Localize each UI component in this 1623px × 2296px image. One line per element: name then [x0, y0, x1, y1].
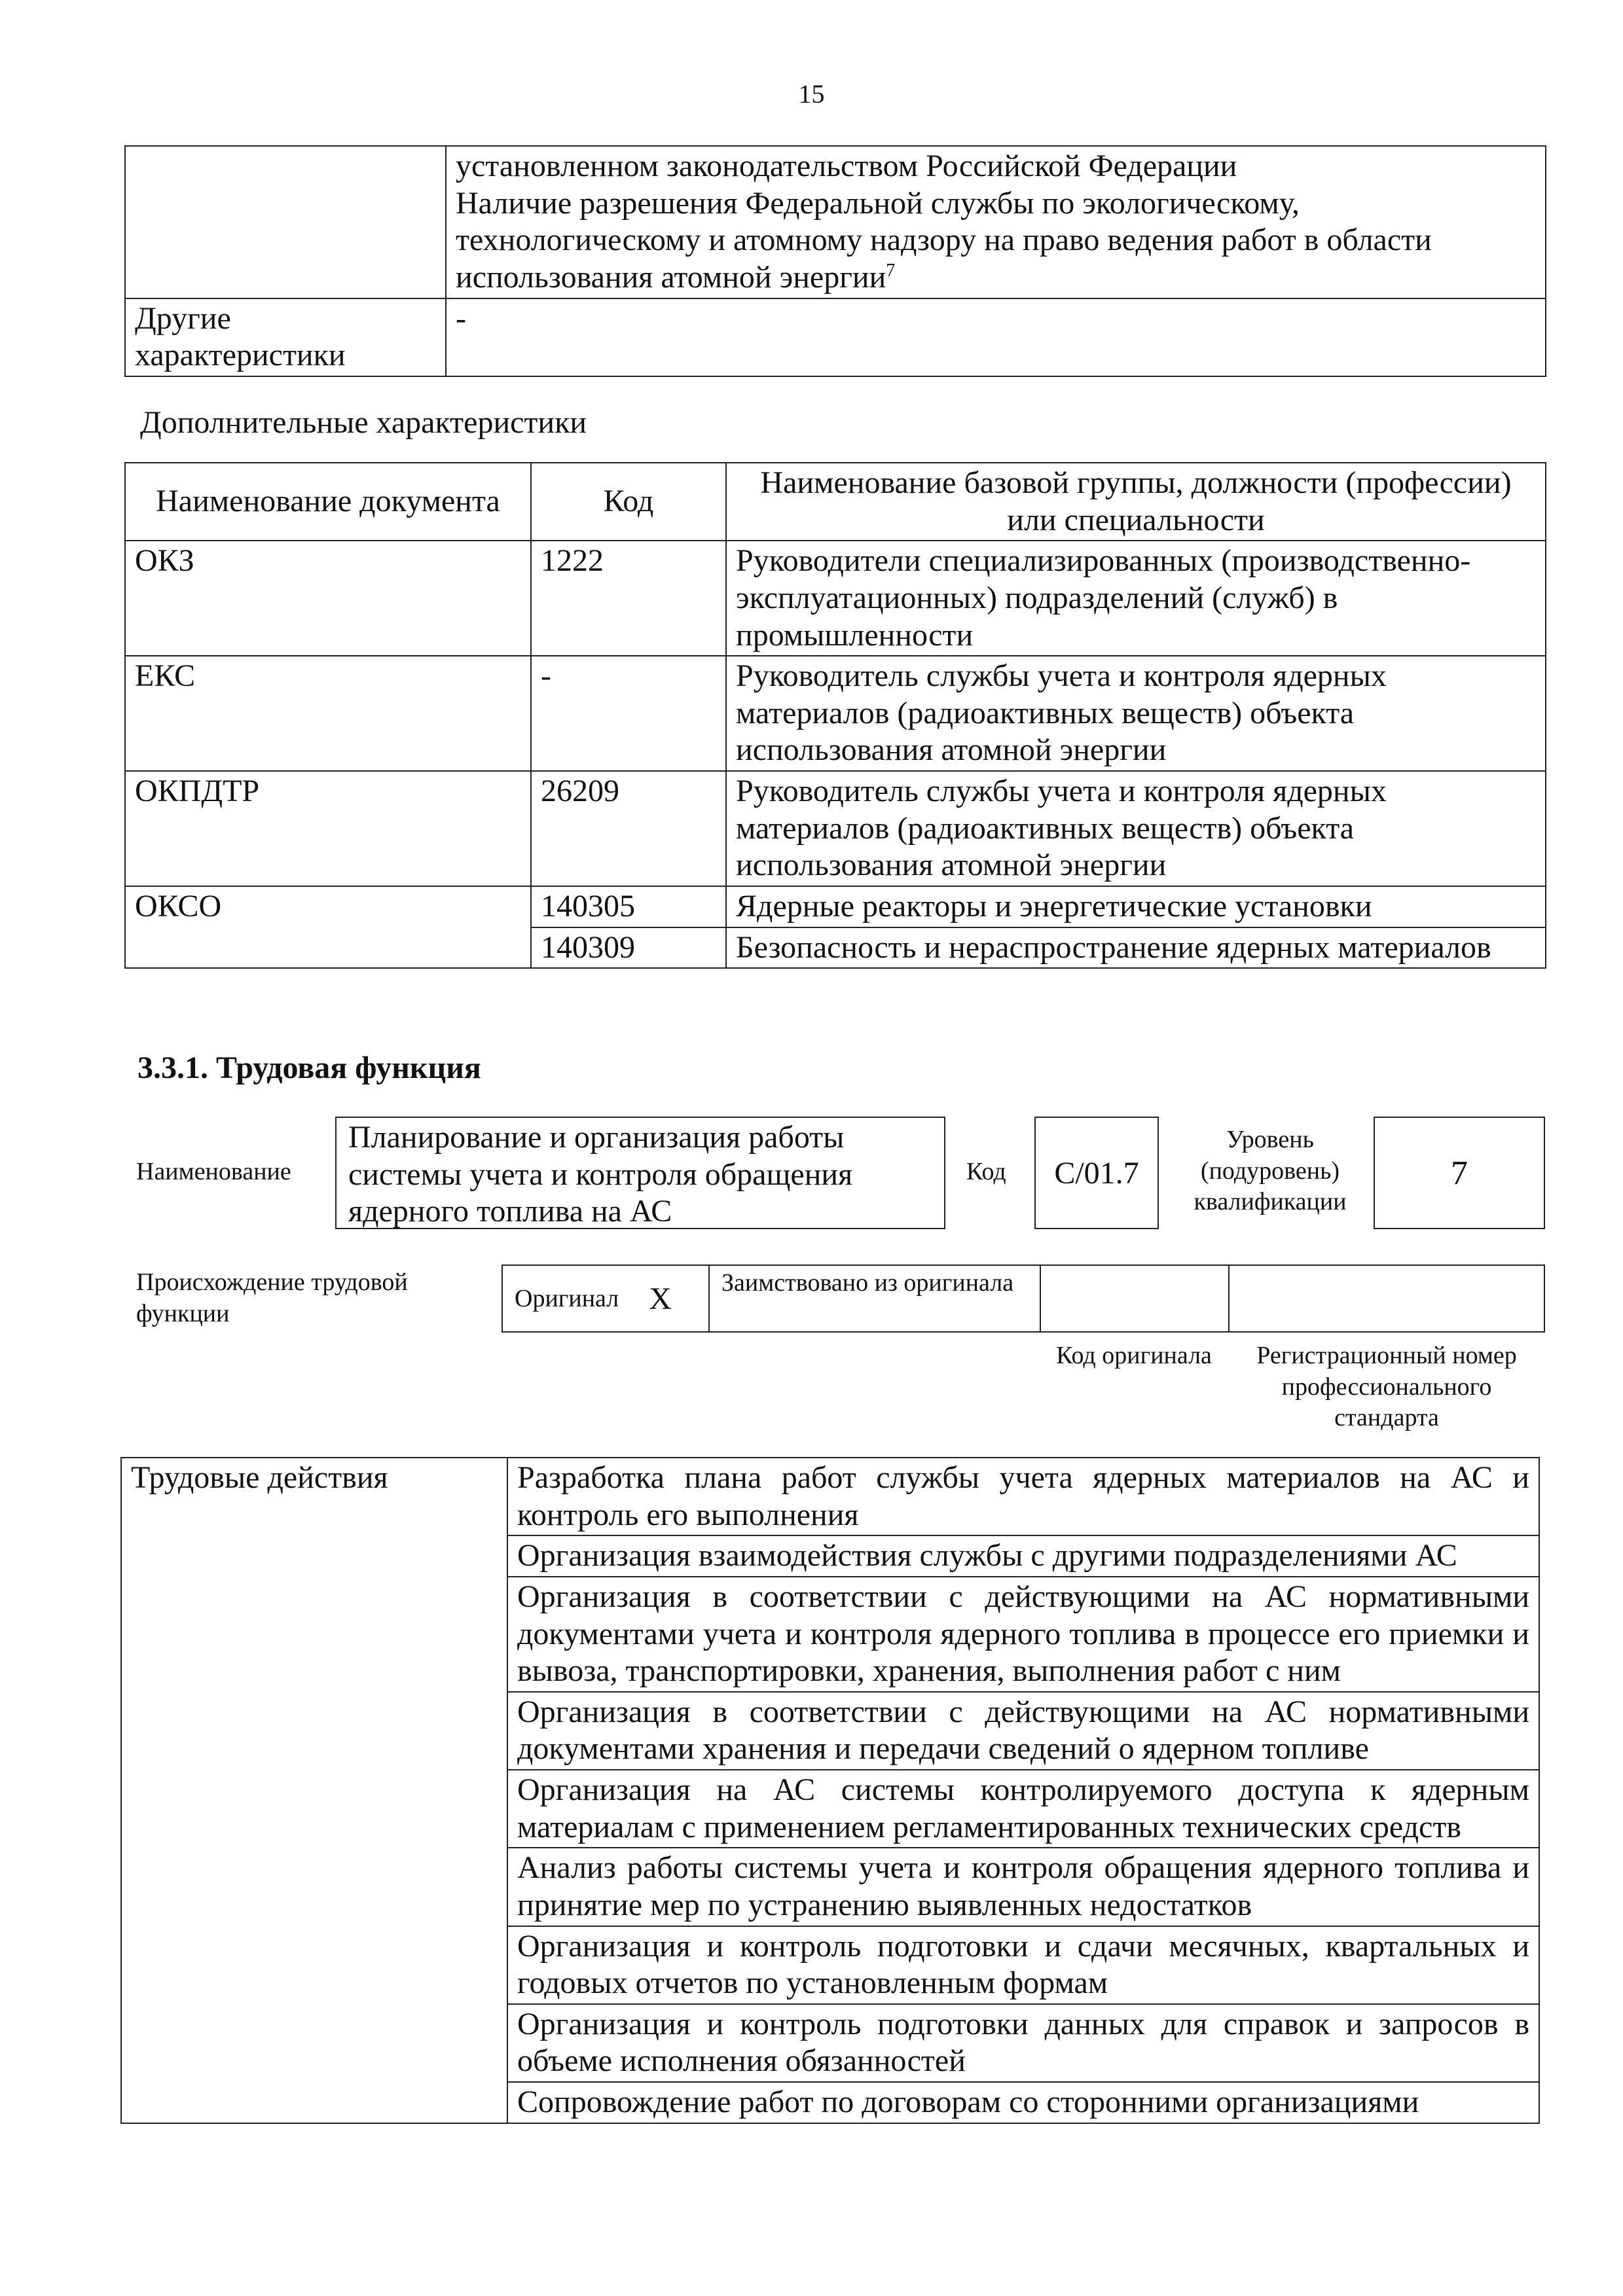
qualification-level-box: 7: [1374, 1117, 1545, 1229]
borrowed-cell: Заимствовано из оригинала: [710, 1266, 1041, 1331]
function-origin-label: Происхождение трудовой функции: [136, 1268, 408, 1327]
labor-action-item: Анализ работы системы учета и контроля обращения ядерного топлива и принятие мер по устранению выявленных недостатков: [507, 1848, 1539, 1926]
qualification-level-label: Уровень (подуровень) квалификации: [1194, 1126, 1347, 1215]
registration-number-cell: [1230, 1266, 1544, 1331]
footnote-marker: 7: [886, 260, 896, 281]
function-name-label: Наименование: [136, 1158, 291, 1185]
requirement-line: Наличие разрешения Федеральной службы по экологическому,: [456, 185, 1300, 221]
table-row: [125, 541, 1546, 656]
origin-code-caption: Код оригинала: [1056, 1342, 1212, 1369]
requirement-line: установленном законодательством Российской Федерации: [456, 149, 1237, 183]
origin-code-cell: [1041, 1266, 1230, 1331]
column-header-code: Код: [531, 463, 726, 541]
cell-name: Безопасность и нераспространение ядерных материалов: [726, 927, 1546, 969]
cell-code: 1222: [531, 541, 726, 656]
cell-document: ЕКС: [125, 656, 531, 771]
labor-action-item: Организация на АС системы контролируемого доступа к ядерным материалам с применением регламентированных технических средств: [507, 1770, 1539, 1848]
table-header-row: [125, 463, 1546, 541]
labor-actions-label: Трудовые действия: [121, 1458, 507, 2123]
cell-name: Руководители специализированных (производственно-эксплуатационных) подразделений (служб) в промышленности: [726, 541, 1546, 656]
table-row: [125, 771, 1546, 886]
table-row: [125, 146, 1546, 298]
labor-action-item: Организация взаимодействия службы с другими подразделениями АС: [507, 1535, 1539, 1577]
function-name-box: Планирование и организация работы системы учета и контроля обращения ядерного топлива на АС: [335, 1117, 945, 1229]
labor-action-item: Организация и контроль подготовки данных для справок и запросов в объеме исполнения обязанностей: [507, 2004, 1539, 2082]
additional-characteristics-table: [124, 462, 1546, 969]
function-code-label: Код: [966, 1158, 1006, 1185]
table-cell-requirements: [446, 146, 1546, 298]
column-header-document: Наименование документа: [125, 463, 531, 541]
additional-characteristics-label: Дополнительные характеристики: [140, 405, 587, 440]
column-header-name: Наименование базовой группы, должности (профессии) или специальности: [726, 463, 1546, 541]
cell-name: Ядерные реакторы и энергетические установки: [726, 886, 1546, 927]
table-row: [125, 656, 1546, 771]
function-code-box: С/01.7: [1034, 1117, 1159, 1229]
requirement-line: технологическому и атомному надзору на право ведения работ в области: [456, 223, 1432, 258]
table-row: [121, 1458, 1539, 1535]
registration-number-caption: Регистрационный номер профессионального стандарта: [1256, 1342, 1517, 1431]
original-cell: [503, 1266, 710, 1331]
other-characteristics-label: Другие характеристики: [125, 298, 446, 376]
cell-name: Руководитель службы учета и контроля ядерных материалов (радиоактивных веществ) объекта использования атомной энергии: [726, 771, 1546, 886]
table-row: [125, 886, 1546, 927]
other-characteristics-value: -: [446, 298, 1546, 376]
cell-code: 26209: [531, 771, 726, 886]
labor-action-item: Организация в соответствии с действующими на АС нормативными документами хранения и передачи сведений о ядерном топливе: [507, 1692, 1539, 1770]
requirement-line-text: использования атомной энергии: [456, 259, 886, 295]
cell-document: ОКЗ: [125, 541, 531, 656]
labor-actions-table: [120, 1457, 1540, 2124]
cell-document: ОКСО: [125, 886, 531, 968]
section-heading: 3.3.1. Трудовая функция: [137, 1050, 481, 1085]
cell-code: 140309: [531, 927, 726, 969]
labor-action-item: Сопровождение работ по договорам со сторонними организациями: [507, 2082, 1539, 2123]
page-number: 15: [798, 79, 825, 109]
cell-code: -: [531, 656, 726, 771]
table-cell-label: [125, 146, 446, 298]
cell-name: Руководитель службы учета и контроля ядерных материалов (радиоактивных веществ) объекта использования атомной энергии: [726, 656, 1546, 771]
origin-row: [501, 1265, 1545, 1333]
cell-code: 140305: [531, 886, 726, 927]
requirement-line: [456, 259, 1536, 296]
labor-action-item: Организация и контроль подготовки и сдачи месячных, квартальных и годовых отчетов по установленным формам: [507, 1926, 1539, 2004]
continuation-table: [124, 145, 1546, 377]
cell-document: ОКПДТР: [125, 771, 531, 886]
labor-action-item: Разработка плана работ службы учета ядерных материалов на АС и контроль его выполнения: [507, 1458, 1539, 1535]
original-mark: X: [649, 1281, 672, 1316]
table-row: [125, 298, 1546, 376]
original-label: Оригинал: [515, 1285, 619, 1312]
labor-action-item: Организация в соответствии с действующими на АС нормативными документами учета и контроля ядерного топлива в процессе его приемки и вывоза, транспортировки, хранения, выполнения работ с ним: [507, 1577, 1539, 1692]
